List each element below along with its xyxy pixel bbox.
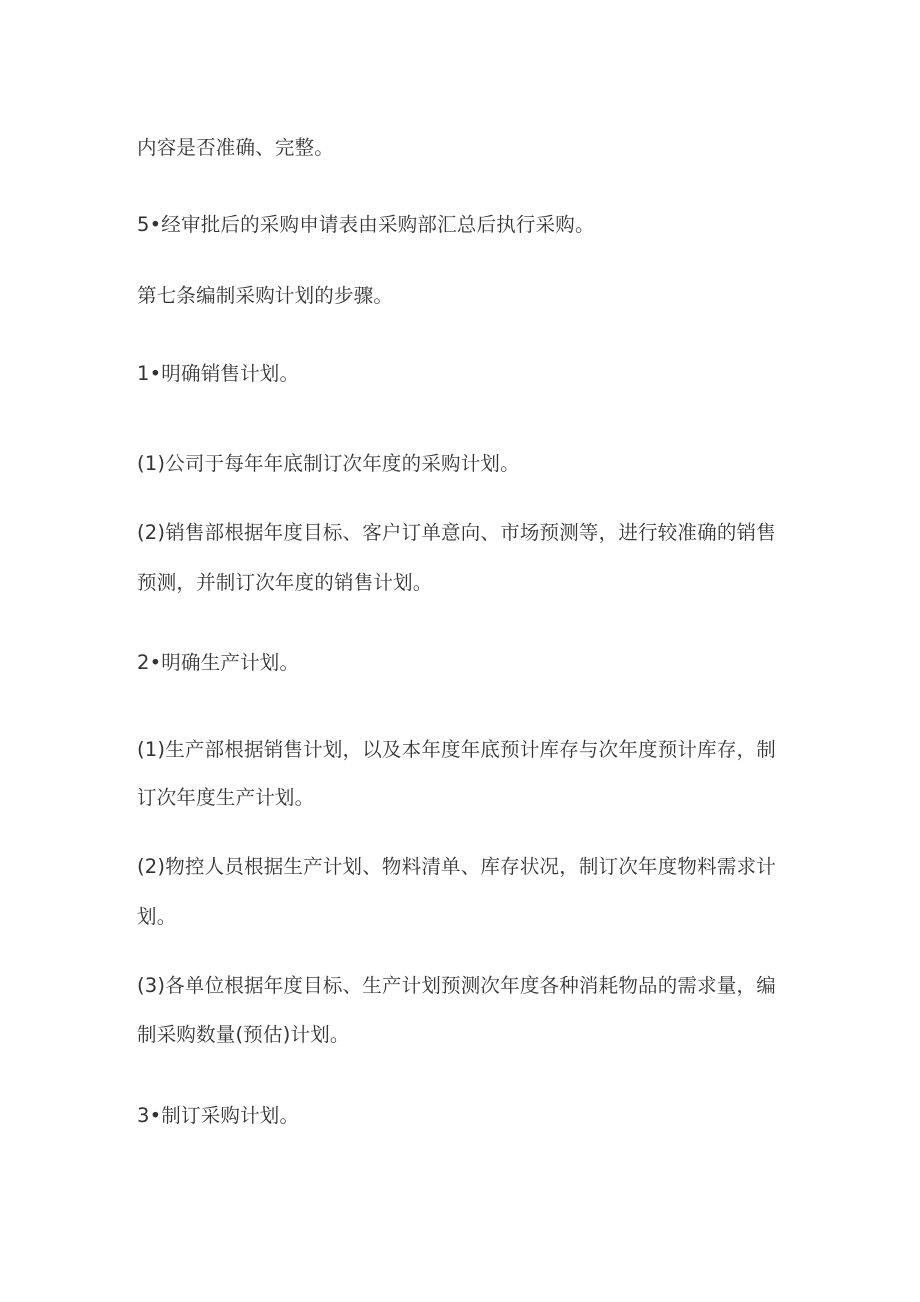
- text-line: 2•明确生产计划。: [137, 651, 300, 674]
- text-line: (2)物控人员根据生产计划、物料清单、库存状况，制订次年度物料需求计: [137, 855, 776, 878]
- text-line: 预测，并制订次年度的销售计划。: [137, 571, 433, 594]
- text-line: 制采购数量(预估)计划。: [137, 1023, 350, 1046]
- text-line: 3•制订采购计划。: [137, 1104, 300, 1127]
- text-line: (1)公司于每年年底制订次年度的采购计划。: [137, 452, 520, 475]
- text-line: 订次年度生产计划。: [137, 786, 315, 809]
- text-line: 5•经审批后的采购申请表由采购部汇总后执行采购。: [137, 213, 595, 236]
- text-line: (3)各单位根据年度目标、生产计划预测次年度各种消耗物品的需求量，编: [137, 974, 776, 997]
- text-line: 1•明确销售计划。: [137, 362, 300, 385]
- text-line: 划。: [137, 905, 177, 928]
- text-line: 内容是否准确、完整。: [137, 136, 335, 159]
- text-line: (1)生产部根据销售计划，以及本年度年底预计库存与次年度预计库存，制: [137, 738, 776, 761]
- text-line: (2)销售部根据年度目标、客户订单意向、市场预测等，进行较准确的销售: [137, 521, 776, 544]
- section-heading: 第七条编制采购计划的步骤。: [137, 284, 394, 307]
